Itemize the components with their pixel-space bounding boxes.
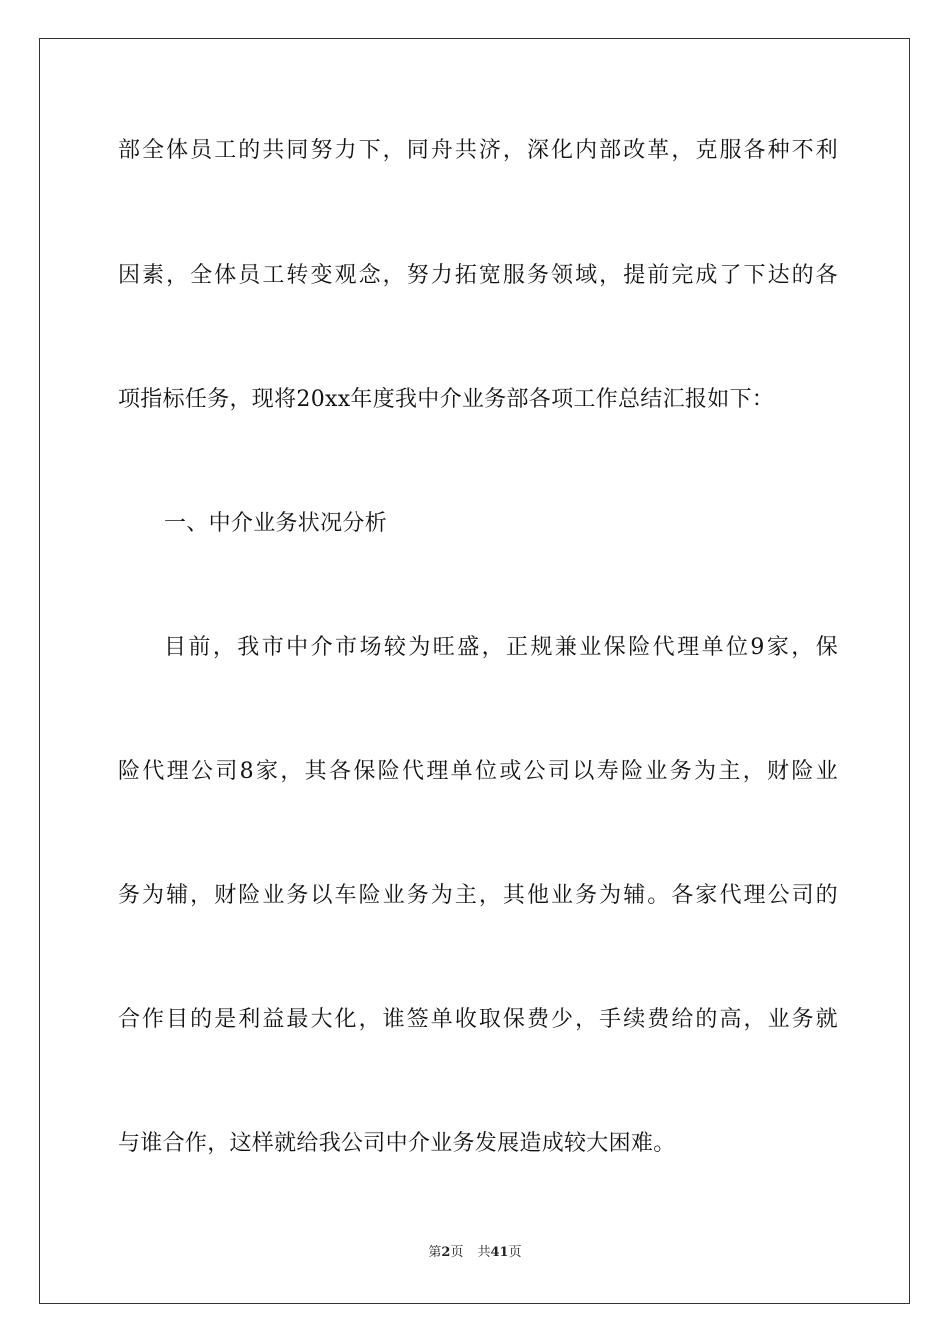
body-line-9: 与谁合作，这样就给我公司中介业务发展造成较大困难。 [118, 1131, 676, 1156]
body-line-6: 险代理公司8家，其各保险代理单位或公司以寿险业务为主，财险业 [118, 759, 838, 784]
section-heading: 一、中介业务状况分析 [164, 511, 388, 536]
footer-total-prefix: 共 [477, 1245, 491, 1260]
body-line-2: 因素，全体员工转变观念，努力拓宽服务领域，提前完成了下达的各 [118, 263, 838, 288]
body-line-5: 目前，我市中介市场较为旺盛，正规兼业保险代理单位9家，保 [164, 635, 838, 660]
body-line-7: 务为辅，财险业务以车险业务为主，其他业务为辅。各家代理公司的 [118, 883, 838, 908]
page-footer [0, 1244, 950, 1262]
footer-total-suffix: 页 [508, 1245, 522, 1260]
page-border [39, 38, 910, 1304]
body-line-1: 部全体员工的共同努力下，同舟共济，深化内部改革，克服各种不利 [118, 138, 838, 163]
footer-page-prefix: 第 [428, 1245, 442, 1260]
footer-page-number: 2 [441, 1245, 451, 1260]
footer-page-suffix: 页 [450, 1245, 464, 1260]
footer-total-pages: 41 [490, 1245, 509, 1260]
body-line-8: 合作目的是利益最大化，谁签单收取保费少，手续费给的高，业务就 [118, 1007, 838, 1032]
body-line-3: 项指标任务，现将20xx年度我中介业务部各项工作总结汇报如下： [118, 387, 775, 412]
